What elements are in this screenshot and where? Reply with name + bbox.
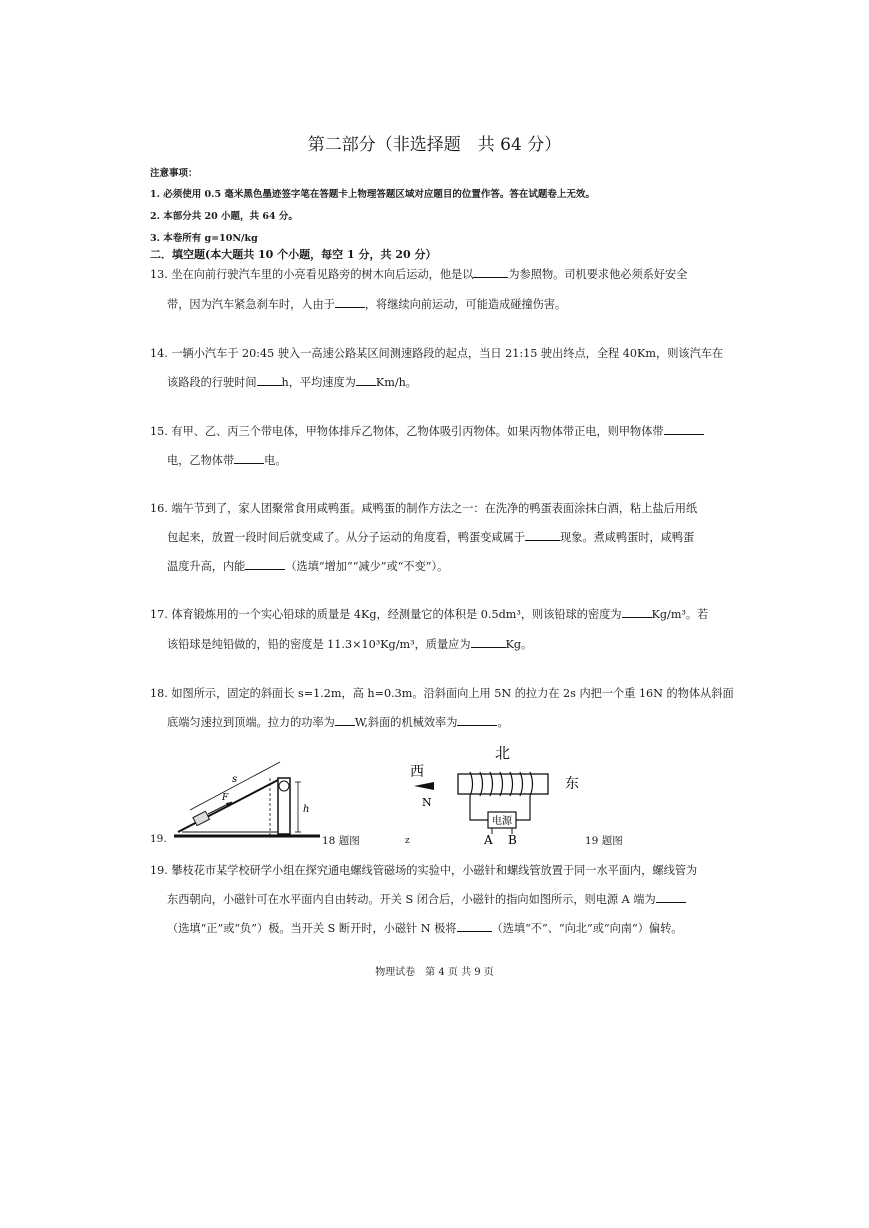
incline-h-label: h	[303, 804, 310, 815]
solenoid-diagram	[400, 738, 620, 848]
question-17-line-2: 该铅球是纯铅做的，铅的密度是 11.3×10³Kg/m³，质量应为 Kg。	[167, 638, 533, 651]
north-label: 北	[495, 744, 511, 762]
note-item-1: 1. 必须使用 0.5 毫米黑色墨迹签字笔在答题卡上物理答题区域对应题目的位置作答。答在试题卷上无效。	[150, 189, 595, 200]
figure-19-caption: 19 题图	[585, 835, 623, 847]
question-16-line-2: 包起来，放置一段时间后就变咸了。从分子运动的角度看，鸭蛋变咸属于 现象。煮咸鸭蛋时，咸鸭蛋	[167, 531, 695, 544]
answer-blank[interactable]	[457, 920, 492, 932]
question-19-line-3: （选填“正”或“负”）极。当开关 S 断开时，小磁针 N 极将 （选填“不”、“向北”或“向南”）偏转。	[167, 922, 683, 935]
answer-blank[interactable]	[473, 266, 508, 278]
question-13-line-1: 13. 坐在向前行驶汽车里的小亮看见路旁的树木向后运动，他是以 为参照物。司机要求他必须系好安全	[150, 268, 688, 281]
question-16-line-3: 温度升高，内能 （选填“增加”“减少”或“不变”）。	[167, 560, 449, 573]
question-18-line-2: 底端匀速拉到顶端。拉力的功率为 W,斜面的机械效率为 。	[167, 716, 509, 729]
needle-n-label: N	[422, 796, 432, 809]
note-item-3: 3. 本卷所有 g=10N/kg	[150, 233, 258, 244]
question-19-line-2: 东西朝向，小磁针可在水平面内自由转动。开关 S 闭合后，小磁针的指向如图所示，则电源 A 端为	[167, 891, 686, 907]
question-15-line-2: 电，乙物体带 电。	[167, 454, 287, 467]
incline-diagram	[170, 752, 330, 844]
answer-blank[interactable]	[234, 452, 264, 464]
terminal-a-label: A	[484, 833, 493, 847]
answer-blank[interactable]	[356, 374, 376, 386]
question-18-line-1: 18. 如图所示，固定的斜面长 s=1.2m，高 h=0.3m。沿斜面向上用 5N 的拉力在 2s 内把一个重 16N 的物体从斜面	[150, 687, 734, 700]
question-19-line-1: 19. 攀枝花市某学校研学小组在探究通电螺线管磁场的实验中，小磁针和螺线管放置于同一水平面内，螺线管为	[150, 864, 698, 877]
page-title: 第二部分（非选择题 共 64 分）	[307, 135, 562, 155]
incline-f-label: F	[222, 793, 229, 803]
answer-blank[interactable]	[471, 636, 506, 648]
page-footer: 物理试卷 第 4 页 共 9 页	[375, 967, 494, 978]
incline-s-label: s	[232, 774, 238, 785]
answer-blank[interactable]	[335, 714, 355, 726]
question-15-line-1: 15. 有甲、乙、丙三个带电体，甲物体排斥乙物体，乙物体吸引丙物体。如果丙物体带正电，则甲物体带	[150, 423, 704, 439]
answer-blank[interactable]	[656, 891, 686, 903]
west-label: 西	[410, 764, 424, 780]
answer-blank[interactable]	[525, 529, 560, 541]
answer-blank[interactable]	[335, 296, 365, 308]
section-heading: 二．填空题(本大题共 10 个小题，每空 1 分，共 20 分）	[150, 248, 437, 261]
figure-number: 19.	[150, 833, 167, 845]
question-13-line-2: 带，因为汽车紧急刹车时，人由于 ，将继续向前运动，可能造成碰撞伤害。	[167, 298, 567, 311]
east-label: 东	[565, 776, 579, 792]
notes-heading: 注意事项：	[150, 168, 198, 179]
answer-blank[interactable]	[457, 714, 497, 726]
figure-18-caption: 18 题图	[322, 835, 360, 847]
question-14-line-1: 14. 一辆小汽车于 20:45 驶入一高速公路某区间测速路段的起点，当日 21:15 驶出终点，全程 40Km，则该汽车在	[150, 347, 724, 360]
note-item-2: 2. 本部分共 20 小题，共 64 分。	[150, 211, 298, 222]
answer-blank[interactable]	[257, 374, 282, 386]
question-14-line-2: 该路段的行驶时间 h，平均速度为 Km/h。	[167, 376, 417, 389]
answer-blank[interactable]	[622, 606, 652, 618]
power-source-label: 电源	[492, 816, 512, 827]
answer-blank[interactable]	[664, 423, 704, 435]
answer-blank[interactable]	[245, 558, 285, 570]
terminal-b-label: B	[508, 833, 517, 847]
z-mark: z	[405, 836, 410, 846]
question-17-line-1: 17. 体育锻炼用的一个实心铅球的质量是 4Kg，经测量它的体积是 0.5dm³，则该铅球的密度为 Kg/m³。若	[150, 608, 709, 621]
question-16-line-1: 16. 端午节到了，家人团聚常食用咸鸭蛋。咸鸭蛋的制作方法之一：在洗净的鸭蛋表面涂抹白酒，粘上盐后用纸	[150, 502, 698, 515]
